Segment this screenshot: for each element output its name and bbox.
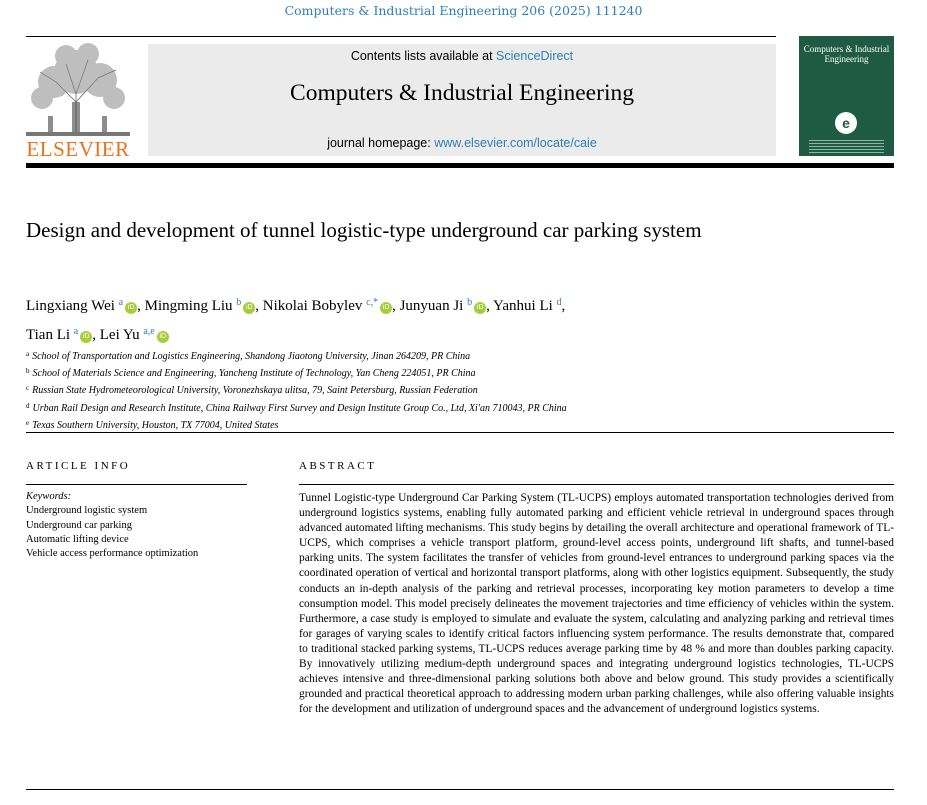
article-info-heading: ARTICLE INFO [26, 460, 131, 472]
bottom-rule [26, 789, 894, 790]
contents-line: Contents lists available at ScienceDirect [350, 49, 574, 63]
affiliation-item: $^b$ School of Materials Science and Engineering, Yancheng Institute of Technology, Yan Cheng 224051, PR China [26, 367, 476, 380]
keyword-item: Vehicle access performance optimization [26, 548, 199, 560]
cover-text-lines [809, 140, 884, 155]
affiliation-item: $^c$ Russian State Hydrometeorological University, Voronezhskaya ulitsa, 79, Saint Petersburg, Russian Federation [26, 384, 478, 397]
affiliation-marker[interactable]: a [118, 297, 124, 308]
author[interactable]: Nikolai Bobylev $^{c,*}$ iD [263, 298, 392, 314]
author[interactable]: Junyuan Ji $^b$ iD [400, 298, 487, 314]
keyword-item: Automatic lifting device [26, 533, 129, 545]
header-top-rule [26, 36, 776, 37]
author[interactable]: Tian Li $^a$ iD [26, 327, 92, 343]
journal-title: Computers & Industrial Engineering [290, 80, 634, 106]
affiliation-marker[interactable]: b [467, 297, 473, 308]
keyword-item: Underground logistic system [26, 505, 148, 517]
header-thick-rule [26, 163, 894, 168]
affiliation-item: $^e$ Texas Southern University, Houston, TX 77004, United States [26, 418, 279, 431]
abstract-text: Tunnel Logistic-type Underground Car Parking System (TL-UCPS) employs automated transportation technologies derived from underground logistics systems, enabling fully automated parking and efficient vehicle retrieval in underground spaces through advanced automated lifting mechanisms. This study begins by detailing the overall architecture and operational framework of TL-UCPS, which comprises a vehicle transport platform, ground-level access points, underground lift shafts, and tunnel-based parking units. The system facilitates the transfer of vehicles from ground-level entrances to underground parking spaces via the coordinated operation of vertical and horizontal transport platforms, along with other logistics equipment. Subsequently, the study conducts an in-depth analysis of the parking and retrieval processes, incorporating key motion parameters to develop a time consumption model. This model precisely delineates the movement trajectories and time efficiency of vehicles within the system. Furthermore, a case study is employed to simulate and evaluate the system, calculating and analyzing parking and retrieval times for garages of varying scales to identify critical factors influencing system performance. The results demonstrate that, compared to traditional stacked parking systems, TL-UCPS reduces average parking time by 48 % and more than doubles parking capacity. By innovatively utilizing medium-depth underground spaces and integrating underground logistics technologies, TL-UCPS achieves intensive and three-dimensional parking solutions both above and below ground. This study provides a scientifically grounded and practical theoretical approach to addressing modern urban parking challenges, while also offering valuable insights for the development and utilization of underground spaces and the advancement of underground logistics systems. [299, 492, 894, 716]
homepage-line: journal homepage: www.elsevier.com/locate/caie [327, 136, 597, 150]
author[interactable]: Yanhui Li $^d$ [493, 297, 562, 314]
affiliation-item: $^a$ School of Transportation and Logistics Engineering, Shandong Jiaotong University, Jinan 264209, PR China [26, 350, 471, 362]
journal-reference[interactable]: Computers & Industrial Engineering 206 (2025) 111240 [284, 3, 643, 18]
abstract-rule [299, 484, 894, 485]
orcid-icon[interactable]: iD [80, 331, 92, 343]
affiliation-list [26, 347, 886, 433]
homepage-link[interactable]: www.elsevier.com/locate/caie [434, 136, 597, 150]
author[interactable]: Mingming Liu $^b$ iD [145, 298, 256, 314]
keywords-label: Keywords: [26, 491, 72, 502]
affiliation-marker[interactable]: c,* [366, 297, 379, 308]
cover-title: Computers & Industrial Engineering [803, 44, 890, 64]
affiliation-marker[interactable]: b [236, 297, 242, 308]
abstract-heading: ABSTRACT [299, 460, 377, 472]
sciencedirect-link[interactable]: ScienceDirect [496, 49, 574, 63]
orcid-icon[interactable]: iD [380, 302, 392, 314]
keyword-item: Underground car parking [26, 519, 132, 531]
elsevier-e-icon: e [835, 112, 857, 134]
affiliation-marker[interactable]: d [556, 297, 562, 308]
orcid-icon[interactable]: iD [474, 302, 486, 314]
affiliation-marker[interactable]: a,e [143, 326, 155, 337]
journal-banner [148, 44, 776, 156]
author[interactable]: Lei Yu $^{a,e}$ iD [100, 327, 169, 343]
section-divider [26, 432, 894, 433]
author-list: Lingxiang Wei $^a$ iD , Mingming Liu $^b$ iD , Nikolai Bobylev $^{c,*}$ iD , Junyuan Ji $^b$ iD , Yanhui Li $^d$, Tian Li $^a$ iD , Lei Yu $^{a,e}$ iD [26, 297, 566, 343]
orcid-icon[interactable]: iD [157, 331, 169, 343]
article-title: Design and development of tunnel logistic-type underground car parking system [26, 218, 702, 242]
orcid-icon[interactable]: iD [243, 302, 255, 314]
article-info-rule [26, 484, 247, 485]
affiliation-marker[interactable]: a [73, 326, 79, 337]
author[interactable]: Lingxiang Wei $^a$ iD [26, 298, 137, 314]
journal-cover-thumbnail[interactable] [799, 36, 894, 156]
orcid-icon[interactable]: iD [125, 302, 137, 314]
publisher-name[interactable]: ELSEVIER [26, 137, 130, 161]
keywords-block [26, 490, 256, 561]
affiliation-item: $^d$ Urban Rail Design and Research Institute, China Railway First Survey and Design Institute Group Co., Ltd, Xi'an 710043, PR China [26, 401, 567, 414]
